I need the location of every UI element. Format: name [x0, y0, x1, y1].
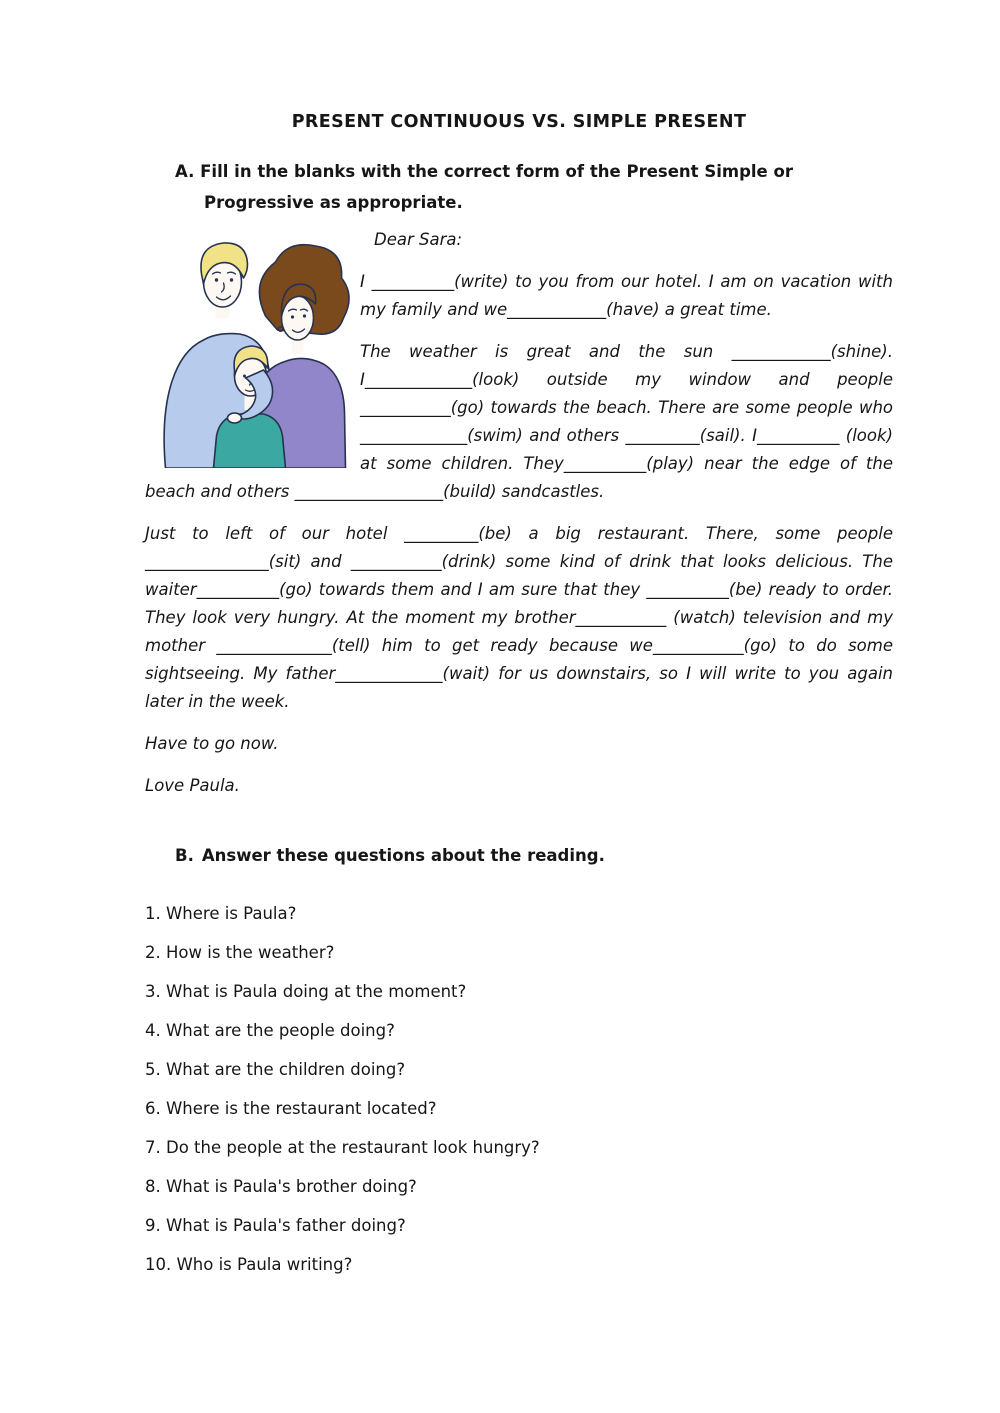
- letter-closing-1: Have to go now.: [145, 734, 279, 753]
- family-illustration: [145, 230, 350, 468]
- page-title: PRESENT CONTINUOUS VS. SIMPLE PRESENT: [291, 112, 747, 132]
- question-item: 1. Where is Paula?: [145, 904, 297, 923]
- question-list: [145, 901, 893, 1278]
- mother-eye: [303, 314, 306, 317]
- letter-block: [145, 226, 893, 800]
- father-hand: [228, 413, 242, 423]
- section-a-label: A.: [175, 162, 195, 181]
- question-item: 2. How is the weather?: [145, 943, 335, 962]
- question-item: 4. What are the people doing?: [145, 1021, 395, 1040]
- letter-paragraph-2: The weather is great and the sun ____________(shine). I_____________(look) outside my window and people ___________(go) towards the beach. There are some people who _____________(swim) and others _________(sail). I__________ (look) at some children. They__________(play) near the edge of the beach and others __________________(build) sandcastles.: [145, 342, 893, 501]
- question-item: 9. What is Paula's father doing?: [145, 1216, 406, 1235]
- section-b-instruction: Answer these questions about the reading.: [201, 846, 605, 865]
- question-item: 6. Where is the restaurant located?: [145, 1099, 437, 1118]
- question-item: 10. Who is Paula writing?: [145, 1255, 353, 1274]
- child-eye: [243, 375, 246, 378]
- question-item: 7. Do the people at the restaurant look hungry?: [145, 1138, 540, 1157]
- letter-salutation: Dear Sara:: [374, 230, 463, 249]
- section-b-heading: [175, 840, 893, 871]
- letter-paragraph-3: Just to left of our hotel _________(be) a big restaurant. There, some people _______________(sit) and ___________(drink) some kind of drink that looks delicious. The waiter__________(go) towards them and I am sure that they __________(be) ready to order. They look very hungry. At the moment my brother___________ (watch) television and my mother ______________(tell) him to get ready because we___________(go) to do some sightseeing. My father_____________(wait) for us downstairs, so I will write to you again later in the week.: [145, 524, 893, 711]
- section-b-label: B.: [175, 846, 194, 865]
- question-item: 5. What are the children doing?: [145, 1060, 406, 1079]
- child-shirt: [214, 414, 286, 468]
- section-a-instruction: Fill in the blanks with the correct form of the Present Simple or Progressive as appropriate.: [200, 162, 793, 212]
- father-eye: [230, 278, 233, 281]
- letter-paragraph-1: I __________(write) to you from our hotel. I am on vacation with my family and we____________(have) a great time.: [360, 272, 893, 319]
- question-item: 8. What is Paula's brother doing?: [145, 1177, 417, 1196]
- mother-neck: [292, 340, 304, 354]
- question-item: 3. What is Paula doing at the moment?: [145, 982, 467, 1001]
- father-eye: [215, 278, 218, 281]
- section-a-heading: [175, 156, 793, 218]
- letter-closing-2: Love Paula.: [145, 776, 240, 795]
- mother-eye: [291, 315, 294, 318]
